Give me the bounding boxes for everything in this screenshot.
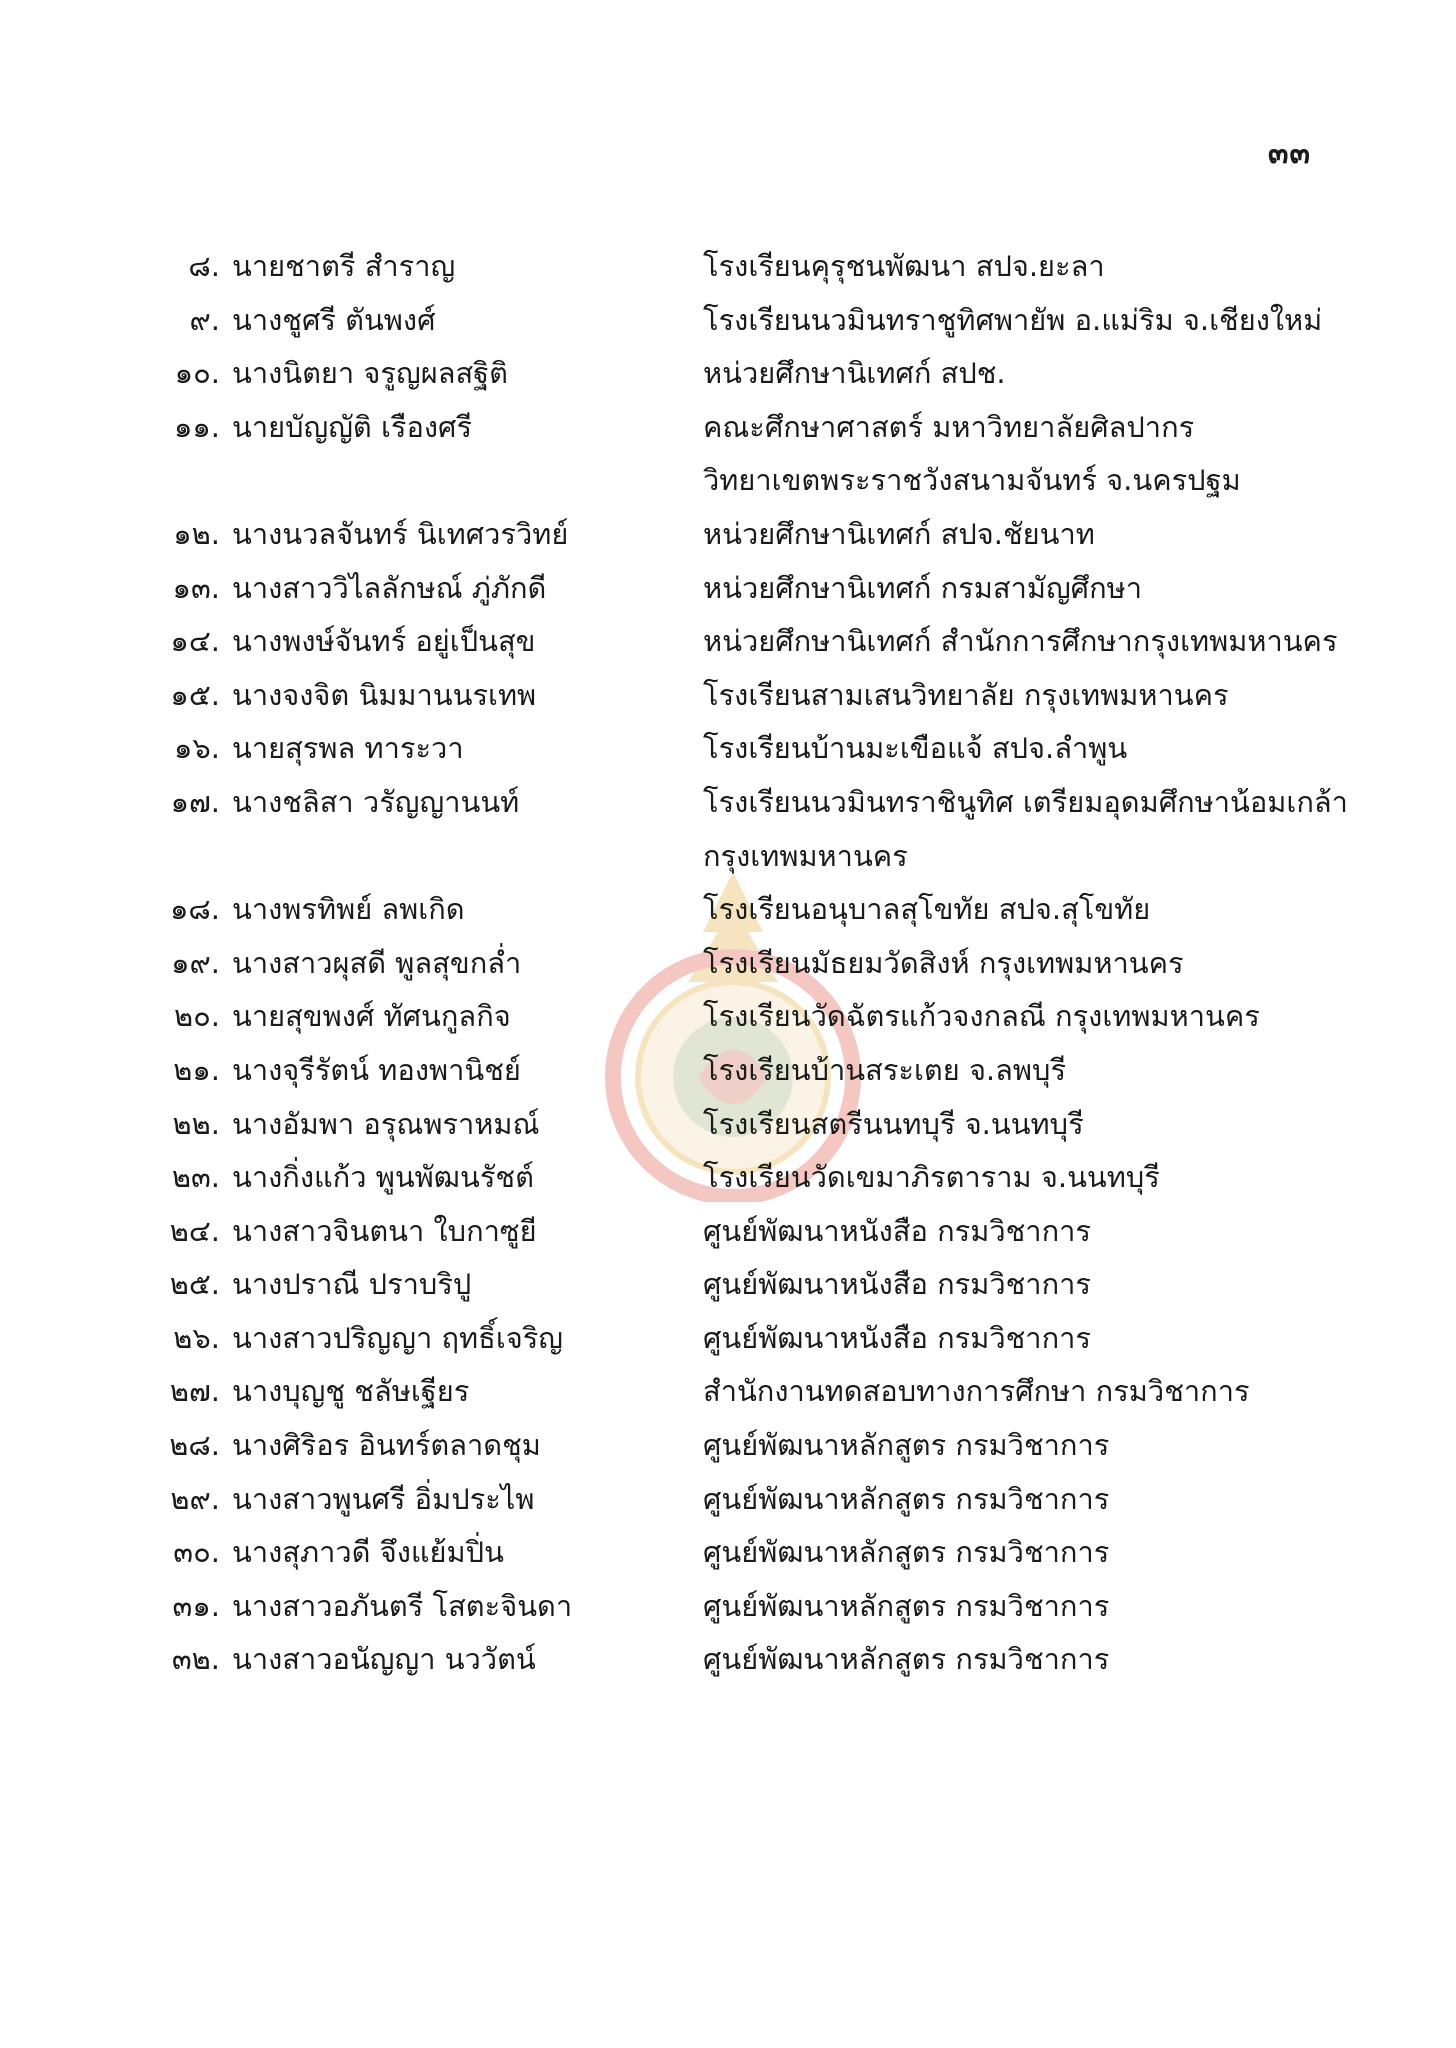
- item-number: ๒๕.: [169, 1267, 220, 1302]
- member-name: นางสาวอนัญญา นววัตน์: [232, 1642, 536, 1677]
- member-name: นางสาวพูนศรี อิ่มประไพ: [232, 1481, 535, 1516]
- item-number: ๑๙.: [171, 945, 220, 980]
- organization-line: สำนักงานทดสอบทางการศึกษา กรมวิชาการ: [703, 1374, 1250, 1409]
- organization-line: หน่วยศึกษานิเทศก์ สปจ.ชัยนาท: [703, 516, 1095, 551]
- member-organization: [703, 347, 1006, 401]
- item-number: ๑๕.: [170, 677, 220, 712]
- organization-line: วิทยาเขตพระราชวังสนามจันทร์ จ.นครปฐม: [703, 463, 1241, 498]
- organization-line: ศูนย์พัฒนาหลักสูตร กรมวิชาการ: [703, 1428, 1110, 1463]
- list-item: [0, 669, 1456, 723]
- member-organization: [703, 615, 1338, 669]
- member-name: นางสาววิไลลักษณ์ ภู่ภักดี: [232, 570, 547, 605]
- organization-line: โรงเรียนสามเสนวิทยาลัย กรุงเทพมหานคร: [703, 677, 1229, 712]
- item-number: ๘.: [188, 249, 220, 283]
- committee-member-list: [0, 240, 1456, 1687]
- list-item: [0, 990, 1456, 1044]
- member-organization: [703, 508, 1095, 562]
- member-organization: [703, 1473, 1109, 1527]
- member-organization: [703, 1365, 1250, 1419]
- item-number: ๑๔.: [170, 624, 220, 659]
- member-organization: [703, 883, 1150, 937]
- list-item: [0, 240, 1456, 294]
- page-number: ๓๓: [1267, 136, 1311, 171]
- item-number: ๑๗.: [170, 784, 220, 819]
- item-number: ๑๒.: [173, 516, 220, 551]
- organization-line: โรงเรียนบ้านสระเตย จ.ลพบุรี: [703, 1052, 1067, 1087]
- member-name: นางกิ่งแก้ว พูนพัฒนรัชต์: [232, 1160, 534, 1195]
- organization-line: โรงเรียนนวมินทราชูทิศพายัพ อ.แม่ริม จ.เชียงใหม่: [703, 302, 1323, 337]
- member-organization: [703, 1205, 1091, 1259]
- organization-line: โรงเรียนวัดฉัตรแก้วจงกลณี กรุงเทพมหานคร: [703, 999, 1260, 1034]
- member-name: นายบัญญัติ เรืองศรี: [232, 409, 473, 444]
- list-item: [0, 937, 1456, 991]
- list-item: [0, 776, 1456, 883]
- organization-line: ศูนย์พัฒนาหลักสูตร กรมวิชาการ: [703, 1535, 1110, 1570]
- member-name: นางศิริอร อินทร์ตลาดชุม: [232, 1428, 541, 1463]
- organization-line: โรงเรียนนวมินทราชินูทิศ เตรียมอุดมศึกษาน้อมเกล้า: [703, 784, 1348, 819]
- organization-line: ศูนย์พัฒนาหลักสูตร กรมวิชาการ: [703, 1642, 1110, 1677]
- member-name: นางอัมพา อรุณพราหมณ์: [232, 1106, 540, 1141]
- member-organization: [703, 1151, 1160, 1205]
- member-name: นางจงจิต นิมมานนรเทพ: [232, 677, 537, 712]
- item-number: ๓๑.: [172, 1588, 220, 1623]
- organization-line: คณะศึกษาศาสตร์ มหาวิทยาลัยศิลปากร: [703, 409, 1195, 444]
- organization-line: ศูนย์พัฒนาหลักสูตร กรมวิชาการ: [703, 1588, 1110, 1623]
- organization-line: โรงเรียนบ้านมะเขือแจ้ สปจ.ลำพูน: [703, 731, 1128, 766]
- member-name: นางสุภาวดี จึงแย้มปิ่น: [232, 1535, 504, 1570]
- item-number: ๑๘.: [170, 892, 220, 927]
- item-number: ๓๒.: [171, 1642, 220, 1677]
- list-item: [0, 615, 1456, 669]
- organization-line: ศูนย์พัฒนาหนังสือ กรมวิชาการ: [703, 1267, 1092, 1302]
- list-item: [0, 883, 1456, 937]
- member-name: นายสุขพงศ์ ทัศนกูลกิจ: [232, 999, 511, 1034]
- member-name: นายชาตรี สำราญ: [232, 249, 456, 283]
- member-name: นางนวลจันทร์ นิเทศวรวิทย์: [232, 516, 569, 551]
- item-number: ๒๒.: [172, 1106, 220, 1141]
- member-organization: [703, 1312, 1091, 1366]
- member-organization: [703, 937, 1184, 991]
- member-organization: [703, 1098, 1084, 1152]
- member-name: นางสาวผุสดี พูลสุขกล่ำ: [232, 945, 522, 980]
- member-name: นางพงษ์จันทร์ อยู่เป็นสุข: [232, 624, 536, 659]
- list-item: [0, 508, 1456, 562]
- item-number: ๓๐.: [173, 1535, 220, 1570]
- list-item: [0, 1151, 1456, 1205]
- list-item: [0, 1580, 1456, 1634]
- member-organization: [703, 1580, 1109, 1634]
- member-name: นางสาวอภันตรี โสตะจินดา: [232, 1588, 573, 1623]
- organization-line: โรงเรียนอนุบาลสุโขทัย สปจ.สุโขทัย: [703, 892, 1151, 927]
- member-organization: [703, 990, 1260, 1044]
- item-number: ๒๘.: [169, 1428, 220, 1463]
- member-organization: [703, 1258, 1091, 1312]
- list-item: [0, 347, 1456, 401]
- organization-line: หน่วยศึกษานิเทศก์ กรมสามัญศึกษา: [703, 570, 1143, 605]
- member-organization: [703, 1633, 1109, 1687]
- member-organization: [703, 669, 1229, 723]
- organization-line: ศูนย์พัฒนาหลักสูตร กรมวิชาการ: [703, 1481, 1110, 1516]
- member-organization: [703, 1419, 1109, 1473]
- member-organization: [703, 562, 1142, 616]
- member-name: นางสาวจินตนา ใบกาซูยี: [232, 1213, 537, 1248]
- item-number: ๒๑.: [173, 1052, 220, 1087]
- member-organization: [703, 1526, 1109, 1580]
- organization-line: ศูนย์พัฒนาหนังสือ กรมวิชาการ: [703, 1320, 1092, 1355]
- item-number: ๒๙.: [170, 1481, 220, 1516]
- organization-line: โรงเรียนวัดเขมาภิรตาราม จ.นนทบุรี: [703, 1160, 1160, 1195]
- item-number: ๒๐.: [173, 999, 220, 1034]
- list-item: [0, 1365, 1456, 1419]
- member-organization: [703, 294, 1322, 348]
- list-item: [0, 1526, 1456, 1580]
- list-item: [0, 1258, 1456, 1312]
- item-number: ๒๗.: [169, 1374, 220, 1409]
- organization-line: โรงเรียนสตรีนนทบุรี จ.นนทบุรี: [703, 1106, 1084, 1141]
- organization-line: หน่วยศึกษานิเทศก์ สปช.: [703, 356, 1006, 391]
- list-item: [0, 1044, 1456, 1098]
- list-item: [0, 1098, 1456, 1152]
- item-number: ๙.: [189, 302, 220, 337]
- list-item: [0, 1633, 1456, 1687]
- item-number: ๑๐.: [174, 356, 220, 391]
- list-item: [0, 1312, 1456, 1366]
- list-item: [0, 294, 1456, 348]
- list-item: [0, 1419, 1456, 1473]
- member-organization: [703, 401, 1241, 508]
- organization-line: หน่วยศึกษานิเทศก์ สำนักการศึกษากรุงเทพมหานคร: [703, 624, 1338, 659]
- member-name: นางนิตยา จรูญผลสฐิติ: [232, 356, 508, 391]
- organization-line: โรงเรียนมัธยมวัดสิงห์ กรุงเทพมหานคร: [703, 945, 1184, 980]
- member-name: นางชลิสา วรัญญานนท์: [232, 784, 520, 819]
- item-number: ๒๖.: [173, 1320, 220, 1355]
- list-item: [0, 1205, 1456, 1259]
- member-name: นางจุรีรัตน์ ทองพานิชย์: [232, 1052, 521, 1087]
- organization-line: ศูนย์พัฒนาหนังสือ กรมวิชาการ: [703, 1213, 1092, 1248]
- list-item: [0, 722, 1456, 776]
- member-organization: [703, 776, 1348, 883]
- item-number: ๑๖.: [173, 731, 220, 766]
- member-name: นางบุญชู ชลัษเฐียร: [232, 1374, 470, 1409]
- member-organization: [703, 240, 1105, 294]
- item-number: ๒๓.: [171, 1160, 220, 1195]
- list-item: [0, 562, 1456, 616]
- member-name: นางพรทิพย์ ลพเกิด: [232, 892, 465, 927]
- member-name: นางสาวปริญญา ฤทธิ์เจริญ: [232, 1320, 564, 1355]
- organization-line: โรงเรียนคุรุชนพัฒนา สปจ.ยะลา: [703, 249, 1105, 283]
- list-item: [0, 1473, 1456, 1527]
- member-name: นางชูศรี ตันพงศ์: [232, 302, 436, 337]
- member-name: นางปราณี ปราบริปู: [232, 1267, 472, 1302]
- item-number: ๑๑.: [173, 409, 220, 444]
- item-number: ๒๔.: [169, 1213, 220, 1248]
- item-number: ๑๓.: [172, 570, 220, 605]
- list-item: [0, 401, 1456, 508]
- member-organization: [703, 722, 1127, 776]
- member-name: นายสุรพล ทาระวา: [232, 731, 464, 766]
- organization-line: กรุงเทพมหานคร: [703, 838, 908, 873]
- member-organization: [703, 1044, 1066, 1098]
